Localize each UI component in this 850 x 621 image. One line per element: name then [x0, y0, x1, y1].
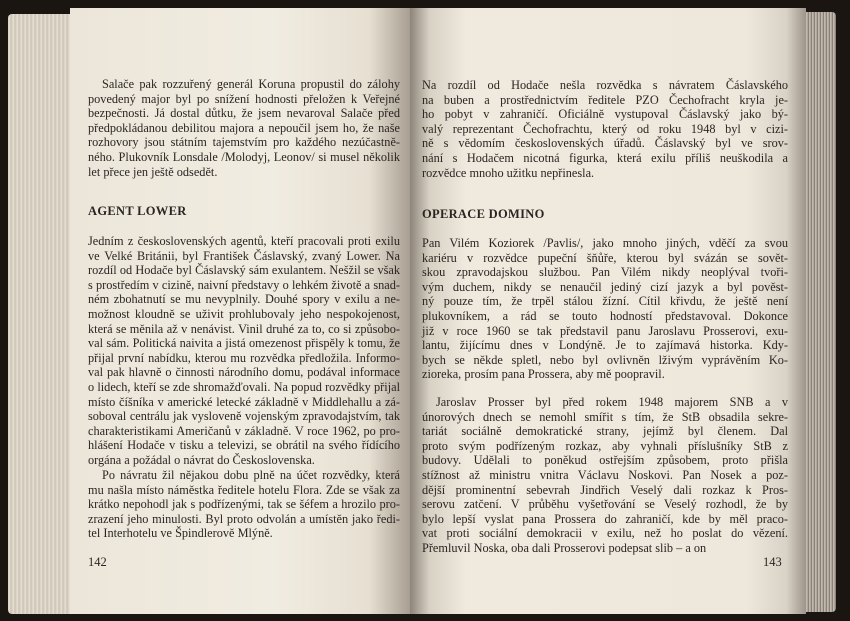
- text-line: ně s vědomím československých úřadů. Čáslavský byl ve srov-: [422, 136, 788, 151]
- text-line: bezpečnosti. Já dostal důtku, že jsem nevaroval Salače před: [88, 106, 400, 121]
- text-line: charakteristikami Američanů v základně. V roce 1962, po pro-: [88, 423, 400, 438]
- text-line: Na rozdíl od Hodače nešla rozvědka s návratem Čáslavského: [422, 78, 788, 92]
- section-heading-operace-domino: OPERACE DOMINO: [422, 207, 545, 221]
- text-line: o lidech, kteří se zde shromažďovali. Na popud rozvědky přijal: [88, 380, 400, 394]
- text-line: skou zpravodajskou službou. Pan Vilém nikdy neoplýval tvoři-: [422, 265, 788, 280]
- text-line: vat proti sociální demokracii v exilu, než ho poslat do vězení.: [422, 526, 788, 541]
- text-line: plukovníkem, a rád se touto hodností představoval. Dokonce: [422, 309, 788, 323]
- text-line: valý reprezentant Čechofrachtu, který od roku 1948 byl v cizi-: [422, 121, 788, 136]
- page-number-left: 142: [88, 555, 107, 569]
- text-line: bych se někde spletl, nebo byl ovlivněn lživým vyprávěním Ko-: [422, 352, 788, 367]
- text-line: zrazení jeho minulosti. Byl proto odvolán a umístěn jako ředi-: [88, 511, 400, 526]
- page-edges-right: [806, 12, 836, 612]
- text-line: proto svým podřízeným rozkaz, aby vyhnali příslušníky StB z: [422, 438, 788, 453]
- text-line: Po návratu žil nějakou dobu plně na účet rozvědky, která: [102, 468, 400, 482]
- text-line: s prostředím v cizině, naivní představy o lehkém životě a snad-: [88, 277, 400, 292]
- text-line: rozdíl od Hodače byl Čáslavský sám exulantem. Nešžil se však: [88, 263, 400, 278]
- text-line: val pak hlavně o činnosti národního domu, podával informace: [88, 365, 400, 380]
- text-line: bylo lepší vyslat pana Prossera do zahraničí, kde by měl praco-: [422, 511, 788, 526]
- text-line: místo číšníka v americké letecké základně v Middlehallu a zá-: [88, 394, 400, 409]
- text-line: nání s Hodačem nicotná figurka, která exilu příliš neuškodila a: [422, 151, 788, 165]
- text-line: možnost kloudně se uživit prohlubovaly jeho nespokojenost,: [88, 307, 400, 321]
- left-page: [70, 8, 410, 614]
- text-line: na buben a prostřednictvím ředitele PZO Čechofracht kryla je-: [422, 92, 788, 107]
- text-line: ve Velké Británii, byl František Čáslavský, zvaný Lower. Na: [88, 248, 400, 263]
- text-line: orgána a požádal o návrat do Československa.: [88, 453, 315, 467]
- text-line: povedený major byl po snížení hodnosti přeložen k Veřejné: [88, 91, 400, 106]
- page-edges-left: [8, 14, 78, 614]
- text-line: Pan Vilém Koziorek /Pavlis/, jako mnoho jiných, vděčí za svou: [422, 236, 788, 250]
- text-line: předpokládanou debilitou majora a nepoučil jsem ho, že naše: [88, 120, 400, 135]
- text-line: ný pouze tím, že trpěl stálou žízní. Cítil křivdu, že ještě není: [422, 294, 788, 309]
- text-line: Salače pak rozzuřený generál Koruna propustil do zálohy: [102, 77, 400, 91]
- text-line: ho pobyt v zahraničí. Oficiálně vystupoval Čáslavský jako bý-: [422, 107, 788, 122]
- text-line: tariát sociálně demokratické strany, jejímž byl členem. Dal: [422, 424, 788, 439]
- page-number-right: 143: [763, 555, 782, 569]
- text-line: soboval centrálu jak vysloveně vojenským zpravodajstvím, tak: [88, 409, 400, 424]
- text-line: rozhovory jsou státním tajemstvím pro každého nezúčastně-: [88, 135, 400, 150]
- text-line: rozvědce mnoho užitku nepřinesla.: [422, 165, 595, 180]
- text-line: dější prominentní sebevrah Jindřich Veselý dali rozkaz k Pros-: [422, 482, 788, 497]
- text-line: mu našla místo náměstka ředitele hotelu Flora. Zde se však za: [88, 482, 400, 497]
- text-line: val sám. Politická naivita a jistá omezenost přispěly k tomu, že: [88, 336, 400, 351]
- text-line: kariéru v rozvědce pupeční šňůře, kterou byl svázán se sovět-: [422, 250, 788, 265]
- text-line: která se měnila až v nenávist. Vinil druhé za to, co si způsobo-: [88, 321, 400, 336]
- text-line: Jaroslav Prosser byl před rokem 1948 majorem SNB a v: [436, 395, 788, 409]
- text-line: přijal první nabídku, kterou mu rozvědka předložila. Informo-: [88, 350, 400, 365]
- text-line: Přemluvil Noska, oba dali Prosserovi podepsat slib – a on: [422, 541, 707, 555]
- text-line: vým duchem, nikdy se nenaučil jediný cizí jazyk a byl pověst-: [422, 279, 788, 294]
- text-line: hlášení Hodače v tisku a televizi, se obrátil na svého řídícího: [88, 438, 400, 453]
- right-page: [410, 8, 806, 614]
- text-line: let přece jen ještě odsedět.: [88, 164, 218, 179]
- text-line: tel Interhotelu ve Špindlerově Mlýně.: [88, 526, 273, 541]
- text-line: ného. Plukovník Lonsdale /Molodyj, Leonov/ si musel několik: [88, 150, 400, 164]
- text-line: stížnost až ministru vnitra Václavu Noskovi. Pan Nosek a poz-: [422, 468, 788, 482]
- text-line: lantu, žijícímu dnes v Londýně. Je to zajímavá historka. Kdy-: [422, 338, 788, 353]
- text-line: Jedním z československých agentů, kteří pracovali proti exilu: [88, 234, 400, 248]
- text-line: ném zbohatnutí se mu nevyplnily. Douhé spory v exilu a ne-: [88, 292, 400, 307]
- text-line: již v roce 1960 se tak představil panu Jaroslavu Prosserovi, exu-: [422, 323, 788, 338]
- text-line: serovu zatčení. V průběhu vyšetřování se Veselý rozhodl, že by: [422, 497, 788, 512]
- text-line: budovy. Udělali to poněkud ostřejším způsobem, proto přišla: [422, 453, 788, 468]
- section-heading-agent-lower: AGENT LOWER: [88, 204, 187, 218]
- text-line: krátko nepohodl jak s podřízenými, tak se šéfem a hrozilo pro-: [88, 497, 400, 512]
- text-line: únorových dnech se nemohl smířit s tím, že StB obsadila sekre-: [422, 409, 788, 424]
- text-line: zioreka, prosím pana Prossera, aby mě poopravil.: [422, 367, 665, 382]
